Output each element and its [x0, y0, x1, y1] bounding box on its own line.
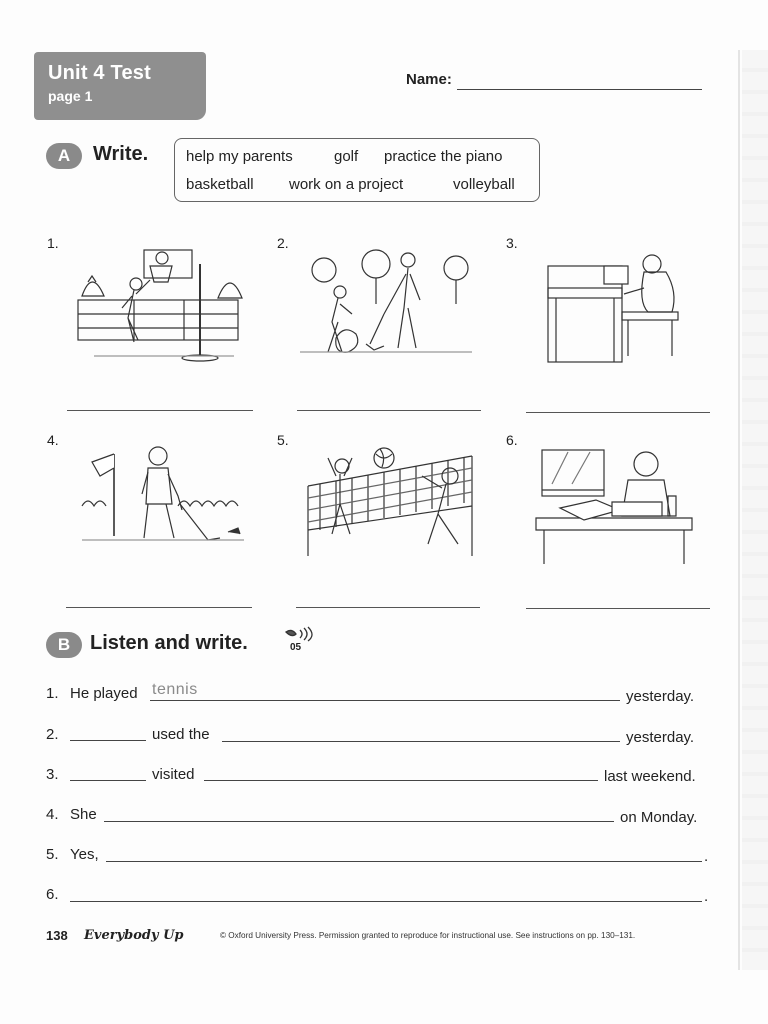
item-start-text: He played [70, 685, 138, 702]
picture-number: 5. [277, 432, 289, 448]
word-bank-item: work on a project [289, 176, 404, 193]
name-label: Name: [406, 71, 452, 88]
item-start-text: Yes, [70, 846, 99, 863]
sample-answer: tennis [152, 681, 198, 698]
answer-line [67, 410, 253, 411]
item-end-text: . [704, 888, 709, 905]
item-number: 5. [46, 846, 59, 863]
answer-blank[interactable] [70, 901, 702, 902]
piano-picture [544, 248, 684, 366]
item-number: 2. [46, 726, 59, 743]
listening-item [46, 846, 716, 868]
listening-item [46, 681, 716, 707]
helping-parents-picture [296, 244, 476, 368]
picture-number: 4. [47, 432, 59, 448]
footer-book-title: Everybody Up [84, 928, 184, 943]
section-b-badge: B [46, 632, 82, 658]
unit-title: Unit 4 Test [48, 62, 151, 84]
answer-blank[interactable] [204, 780, 598, 781]
section-a-badge: A [46, 143, 82, 169]
picture-number: 1. [47, 235, 59, 251]
audio-track-number: 05 [290, 642, 302, 653]
answer-blank[interactable] [222, 741, 620, 742]
word-bank-item: volleyball [453, 176, 515, 193]
picture-number: 6. [506, 432, 518, 448]
word-bank-item: basketball [186, 176, 254, 193]
picture-number: 3. [506, 235, 518, 251]
answer-line [296, 607, 480, 608]
item-number: 1. [46, 685, 59, 702]
answer-blank[interactable] [70, 740, 146, 741]
word-bank-item: golf [334, 148, 359, 165]
item-middle-text: visited [152, 766, 195, 783]
item-end-text: . [704, 848, 709, 865]
item-end-text: yesterday. [626, 688, 695, 705]
page-edge [738, 50, 740, 970]
answer-blank[interactable] [106, 861, 702, 862]
answer-line [526, 412, 710, 413]
item-middle-text: used the [152, 726, 210, 743]
answer-blank[interactable] [104, 821, 614, 822]
name-write-line [457, 89, 702, 90]
word-bank-item: help my parents [186, 148, 293, 165]
picture-number: 2. [277, 235, 289, 251]
section-b-title: Listen and write. [90, 632, 248, 654]
golf-picture [78, 442, 248, 560]
word-bank-item: practice the piano [384, 148, 503, 165]
unit-header-tab [34, 52, 206, 120]
item-end-text: on Monday. [620, 809, 698, 826]
page-label: page 1 [48, 88, 93, 104]
word-bank [174, 138, 540, 202]
listening-item [46, 766, 716, 788]
footer-copyright: © Oxford University Press. Permission granted to reproduce for instructional use. See instructions on pp. 130–131. [220, 931, 636, 940]
item-number: 6. [46, 886, 59, 903]
item-start-text: She [70, 806, 97, 823]
item-number: 4. [46, 806, 59, 823]
listening-item [46, 726, 716, 748]
answer-line [297, 410, 481, 411]
section-a-title: Write. [93, 143, 149, 165]
listening-item [46, 886, 716, 908]
listening-item [46, 806, 716, 828]
item-number: 3. [46, 766, 59, 783]
answer-line [66, 607, 252, 608]
item-end-text: yesterday. [626, 729, 695, 746]
answer-blank[interactable] [70, 780, 146, 781]
volleyball-picture [300, 446, 478, 564]
basketball-picture [74, 244, 250, 368]
project-picture [532, 446, 694, 566]
page-bleed-shadow [742, 50, 768, 970]
answer-line [526, 608, 710, 609]
item-end-text: last weekend. [604, 768, 696, 785]
footer-page-number: 138 [46, 928, 68, 943]
answer-blank[interactable] [150, 700, 620, 701]
